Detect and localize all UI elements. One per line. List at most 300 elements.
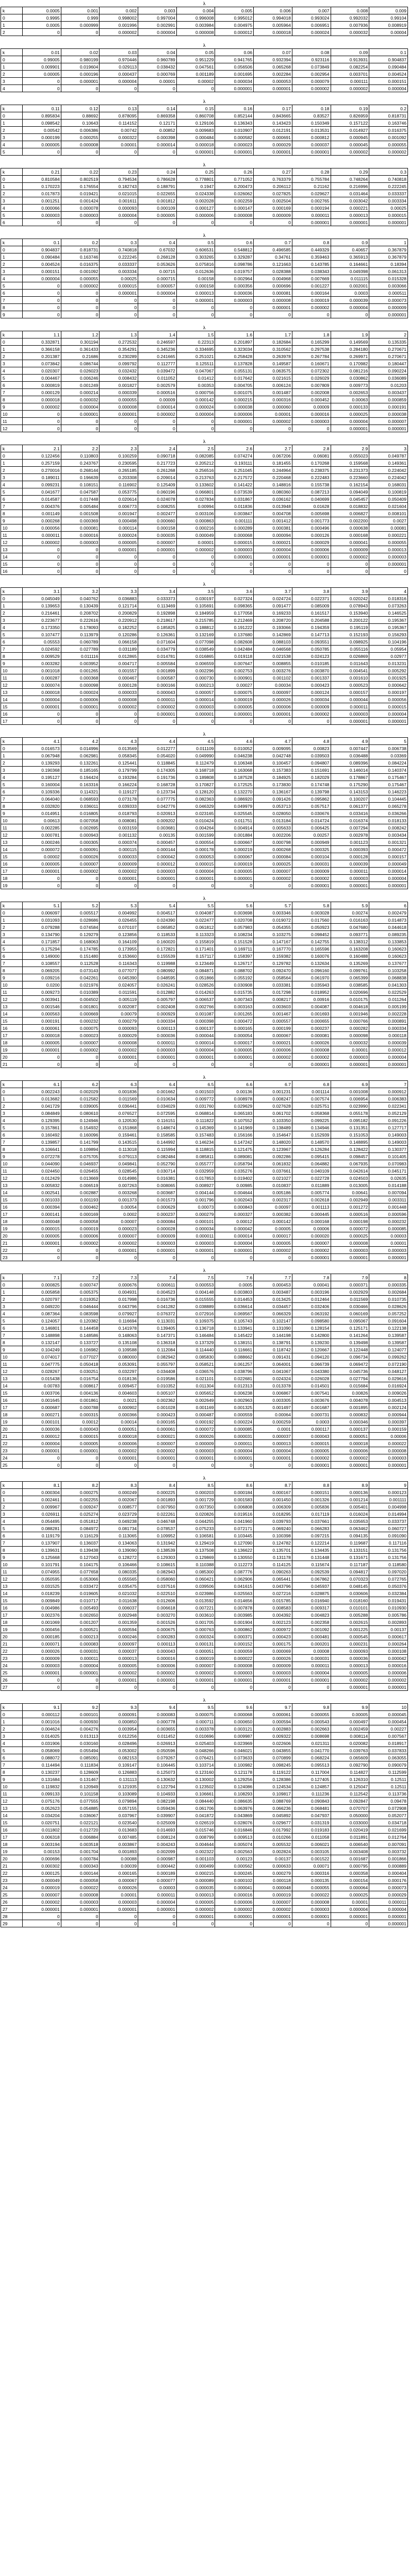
probability-cell: 0.000159	[369, 1426, 408, 1433]
probability-cell: 0.000009	[254, 1662, 292, 1669]
probability-cell: 0.0002	[100, 1211, 138, 1218]
probability-cell: 0.000004	[369, 875, 408, 882]
k-value-cell: 19	[1, 1046, 23, 1054]
probability-cell: 0	[176, 418, 215, 425]
probability-cell: 0.748264	[331, 176, 369, 183]
lambda-header-cell: 0.14	[138, 105, 177, 112]
probability-cell: 0.00641	[331, 1189, 369, 1196]
probability-cell: 0.0003	[331, 290, 369, 297]
probability-cell: 0.00005	[254, 1225, 292, 1232]
probability-cell: 0	[100, 710, 138, 718]
lambda-label: λ	[203, 233, 206, 238]
lambda-header-cell: 9.2	[61, 1704, 100, 1711]
probability-cell: 0.002099	[138, 1848, 177, 1855]
probability-cell: 0.087213	[292, 488, 331, 496]
probability-cell: 0.081216	[331, 367, 369, 375]
probability-cell: 0.000071	[23, 1640, 61, 1648]
k-value-cell: 1	[1, 1289, 23, 1296]
lambda-header-cell: 1.1	[23, 331, 61, 338]
probability-cell: 0.000582	[215, 134, 254, 141]
table-row	[1, 1747, 408, 1754]
probability-cell: 0.054885	[61, 1805, 100, 1812]
probability-cell: 0.001827	[100, 382, 138, 389]
probability-cell: 0.175467	[369, 781, 408, 788]
probability-cell: 0.085830	[176, 1353, 215, 1361]
probability-cell: 0.000151	[292, 1489, 331, 1496]
table-row	[1, 382, 408, 389]
probability-cell: 0.002123	[254, 1619, 292, 1626]
probability-cell: 0.023986	[176, 1590, 215, 1597]
probability-cell: 0	[23, 561, 61, 568]
poisson-table	[1, 7, 408, 36]
probability-cell: 0.00005	[23, 71, 61, 78]
probability-cell: 0.011058	[292, 1834, 331, 1841]
probability-cell: 0.12511	[369, 1776, 408, 1783]
probability-cell: 0.000001	[331, 1462, 369, 1469]
k-value-cell: 3	[1, 767, 23, 774]
k-value-cell: 8	[1, 510, 23, 517]
probability-cell: 0.024724	[254, 595, 292, 602]
probability-cell: 0	[61, 1684, 100, 1691]
probability-cell: 0.000025	[331, 1891, 369, 1899]
probability-cell: 0.149003	[369, 1131, 408, 1139]
probability-cell: 0.108234	[215, 931, 254, 938]
probability-cell: 0.000158	[176, 282, 215, 290]
probability-cell: 0.068814	[176, 1110, 215, 1117]
table-row	[1, 1855, 408, 1862]
probability-cell: 0.002963	[215, 1397, 254, 1404]
probability-cell: 0	[215, 304, 254, 311]
probability-cell: 0.000037	[100, 1648, 138, 1655]
k-value-cell: 1	[1, 346, 23, 353]
probability-cell: 0.181455	[254, 460, 292, 467]
probability-cell: 0.010352	[138, 1382, 177, 1389]
k-value-cell: 13	[1, 1182, 23, 1189]
probability-cell: 0.000018	[331, 1440, 369, 1447]
probability-cell: 0.034718	[369, 1819, 408, 1826]
probability-cell: 0.000004	[176, 411, 215, 418]
probability-cell: 0.000025	[331, 1232, 369, 1240]
probability-cell: 0.826959	[331, 112, 369, 120]
table-block	[1, 1268, 408, 1468]
table-row	[1, 1626, 408, 1633]
table-block	[1, 1075, 408, 1261]
table-row	[1, 1196, 408, 1204]
probability-cell: 0.006309	[254, 1503, 292, 1511]
probability-cell: 0.000003	[331, 710, 369, 718]
probability-cell: 0	[138, 85, 177, 92]
probability-cell: 0.000002	[138, 1669, 177, 1676]
table-row	[1, 1240, 408, 1247]
probability-cell: 0.063575	[254, 367, 292, 375]
probability-cell: 0.112542	[331, 1790, 369, 1798]
table-row	[1, 1296, 408, 1303]
table-row	[1, 1289, 408, 1296]
probability-cell: 0.036614	[215, 1303, 254, 1310]
table-row	[1, 246, 408, 253]
k-value-cell: 5	[1, 282, 23, 290]
probability-cell: 0.003698	[215, 909, 254, 917]
probability-cell: 0.009901	[23, 63, 61, 71]
lambda-header-cell: 0.06	[215, 49, 254, 56]
probability-cell: 0.000638	[331, 524, 369, 532]
probability-cell: 0.000093	[100, 1025, 138, 1032]
probability-cell: 0.048145	[331, 1583, 369, 1590]
probability-cell: 0	[61, 1054, 100, 1061]
table-row	[1, 396, 408, 403]
probability-cell: 0.075705	[61, 1153, 100, 1160]
probability-cell: 0.000019	[254, 1891, 292, 1899]
probability-cell: 0.000015	[292, 1440, 331, 1447]
probability-cell: 0.011643	[331, 660, 369, 667]
table-row	[1, 1332, 408, 1339]
probability-cell: 0.003518	[61, 1841, 100, 1848]
probability-cell: 0.329287	[215, 253, 254, 261]
probability-cell: 0.000003	[215, 546, 254, 553]
probability-cell: 0.164109	[100, 938, 138, 945]
probability-cell: 0.9995	[23, 14, 61, 22]
probability-cell: 0.009849	[23, 1597, 61, 1604]
header-row	[1, 1704, 408, 1711]
table-row	[1, 703, 408, 710]
probability-cell: 0.00088	[100, 1855, 138, 1862]
probability-cell: 0.127090	[215, 1539, 254, 1547]
probability-cell: 0.029629	[215, 1103, 254, 1110]
probability-cell: 0.000003	[292, 1906, 331, 1913]
probability-cell: 0.000142	[254, 1218, 292, 1225]
probability-cell: 0.00001	[331, 1899, 369, 1906]
probability-cell: 0.001016	[23, 1718, 61, 1725]
probability-cell: 0.016754	[61, 1375, 100, 1382]
probability-cell: 0.000061	[138, 1426, 177, 1433]
table-row	[1, 602, 408, 609]
probability-cell: 0.002765	[292, 197, 331, 205]
probability-cell: 0.138791	[254, 1339, 292, 1346]
lambda-header-cell: 3.9	[331, 588, 369, 595]
k-value-cell: 5	[1, 212, 23, 219]
probability-cell: 0.121475	[215, 1146, 254, 1153]
probability-cell: 0.058060	[138, 1575, 177, 1583]
probability-cell: 0.208702	[61, 609, 100, 617]
probability-cell: 0.001337	[292, 674, 331, 682]
table-row	[1, 660, 408, 667]
table-row	[1, 261, 408, 268]
probability-cell: 0.205212	[176, 460, 215, 467]
probability-cell: 0.000002	[100, 868, 138, 875]
poisson-table	[1, 737, 408, 889]
probability-cell: 0.137329	[176, 1339, 215, 1346]
probability-cell: 0.002695	[61, 824, 100, 832]
probability-cell: 0.036067	[61, 1812, 100, 1819]
probability-cell: 0.000016	[61, 532, 100, 539]
probability-cell: 0.334695	[176, 346, 215, 353]
table-row	[1, 1754, 408, 1761]
lambda-label: λ	[203, 162, 206, 167]
probability-cell: 0	[176, 1920, 215, 1927]
probability-cell: 0.000008	[100, 403, 138, 411]
probability-cell: 0.018316	[369, 595, 408, 602]
probability-cell: 0.088769	[254, 1798, 292, 1805]
probability-cell: 0.006021	[292, 1841, 331, 1848]
probability-cell: 0.000215	[215, 396, 254, 403]
probability-cell: 0.000011	[292, 1662, 331, 1669]
probability-cell: 0.003701	[331, 71, 369, 78]
probability-cell: 0.160076	[292, 953, 331, 960]
probability-cell: 0.013425	[254, 1296, 292, 1303]
probability-cell: 0.000058	[61, 1877, 100, 1884]
lambda-header-cell: 5.2	[61, 902, 100, 909]
probability-cell: 0.063976	[215, 1805, 254, 1812]
probability-cell: 0.201387	[23, 353, 61, 360]
probability-cell: 0.000011	[61, 1655, 100, 1662]
probability-cell: 0.076421	[176, 1754, 215, 1761]
probability-cell: 0.001729	[176, 1496, 215, 1503]
probability-cell: 0.106982	[61, 1346, 100, 1353]
probability-cell: 0.00073	[176, 1204, 215, 1211]
probability-cell: 0.007950	[138, 1503, 177, 1511]
lambda-label: λ	[203, 1476, 206, 1481]
poisson-table	[1, 331, 408, 432]
probability-cell: 0.000001	[176, 710, 215, 718]
k-value-cell: 15	[1, 561, 23, 568]
probability-cell: 0.146801	[23, 1325, 61, 1332]
k-value-cell: 9	[1, 1346, 23, 1353]
probability-cell: 0.020419	[331, 1826, 369, 1834]
probability-cell: 0.041282	[138, 1303, 177, 1310]
k-value-cell: 12	[1, 1575, 23, 1583]
probability-cell: 0.003282	[23, 660, 61, 667]
probability-cell: 0.000001	[369, 1684, 408, 1691]
lambda-header-cell: 1.5	[176, 331, 215, 338]
probability-cell: 0.000068	[215, 1711, 254, 1718]
probability-cell: 0.00001	[100, 141, 138, 148]
k-value-cell: 21	[1, 1061, 23, 1068]
probability-cell: 0	[138, 718, 177, 725]
probability-cell: 0	[215, 718, 254, 725]
table-row	[1, 1346, 408, 1353]
probability-cell: 0.000133	[331, 403, 369, 411]
table-row	[1, 817, 408, 824]
table-row	[1, 346, 408, 353]
probability-cell: 0.055797	[138, 1361, 177, 1368]
probability-cell: 0	[254, 718, 292, 725]
probability-cell: 0	[23, 85, 61, 92]
probability-cell: 0.068224	[292, 1754, 331, 1761]
probability-cell: 0.000041	[215, 1884, 254, 1891]
probability-cell: 0.120286	[100, 631, 138, 638]
probability-cell: 0.222245	[369, 183, 408, 190]
probability-cell: 0.043796	[100, 1303, 138, 1310]
probability-cell: 0.000004	[176, 868, 215, 875]
probability-cell: 0.000109	[138, 205, 177, 212]
probability-cell: 0.000008	[61, 141, 100, 148]
probability-cell: 0.00008	[292, 1648, 331, 1655]
lambda-header-cell: 7.9	[331, 1274, 369, 1281]
probability-cell: 0.045736	[331, 1368, 369, 1375]
header-row	[1, 445, 408, 452]
probability-cell: 0.141978	[100, 1325, 138, 1332]
probability-cell: 0.001861	[61, 1397, 100, 1404]
probability-cell: 0.000015	[369, 703, 408, 710]
probability-cell: 0.000452	[292, 396, 331, 403]
table-row	[1, 1018, 408, 1025]
probability-cell: 0.000676	[100, 1281, 138, 1289]
probability-cell: 0.030197	[176, 595, 215, 602]
probability-cell: 0.000001	[331, 882, 369, 889]
k-value-cell: 14	[1, 1010, 23, 1018]
k-value-cell: 9	[1, 1776, 23, 1783]
k-value-cell: 1	[1, 752, 23, 759]
table-row	[1, 532, 408, 539]
probability-cell: 0.029616	[369, 1375, 408, 1382]
probability-cell: 0.000013	[176, 1891, 215, 1899]
table-row	[1, 1496, 408, 1503]
k-header: k	[1, 1482, 23, 1489]
probability-cell: 0.139587	[369, 1339, 408, 1346]
probability-cell: 0.904837	[369, 56, 408, 63]
probability-cell: 0.112084	[138, 1346, 177, 1353]
probability-cell: 0.177058	[215, 609, 254, 617]
probability-cell: 0.004148	[176, 1289, 215, 1296]
k-value-cell: 6	[1, 496, 23, 503]
probability-cell: 0.000023	[61, 1032, 100, 1039]
table-row	[1, 148, 408, 156]
probability-cell: 0.000142	[176, 396, 215, 403]
probability-cell: 0.022261	[138, 1511, 177, 1518]
probability-cell: 0.010930	[369, 1604, 408, 1612]
probability-cell: 0.014453	[215, 1296, 254, 1303]
k-value-cell: 5	[1, 1747, 23, 1754]
probability-cell: 0.172525	[215, 781, 254, 788]
table-row	[1, 1899, 408, 1906]
lambda-header-cell: 1.7	[254, 331, 292, 338]
k-value-cell: 6	[1, 1131, 23, 1139]
lambda-header-cell: 7.3	[100, 1274, 138, 1281]
k-value-cell: 3	[1, 1733, 23, 1740]
probability-cell: 0.014873	[369, 917, 408, 924]
k-value-cell: 3	[1, 1110, 23, 1117]
probability-cell: 0	[61, 1676, 100, 1684]
table-row	[1, 85, 408, 92]
probability-cell: 0.106466	[100, 1561, 138, 1568]
probability-cell: 0	[215, 219, 254, 226]
table-row	[1, 1232, 408, 1240]
probability-cell: 0.112479	[176, 759, 215, 767]
probability-cell: 0.022371	[292, 595, 331, 602]
probability-cell: 0.000016	[215, 1891, 254, 1899]
k-value-cell: 4	[1, 1310, 23, 1317]
table-row	[1, 853, 408, 860]
probability-cell: 0.786628	[138, 176, 177, 183]
probability-cell: 0.000943	[61, 832, 100, 839]
probability-cell: 0.000007	[61, 860, 100, 868]
probability-cell: 0.00054	[100, 1204, 138, 1211]
probability-cell: 0.000232	[61, 1018, 100, 1025]
k-value-cell: 10	[1, 817, 23, 824]
lambda-header-cell: 0.07	[254, 49, 292, 56]
probability-cell: 0.258428	[215, 353, 254, 360]
probability-cell: 0.000094	[254, 532, 292, 539]
probability-cell: 0.139587	[369, 1332, 408, 1339]
probability-cell: 0.004078	[331, 1397, 369, 1404]
table-row	[1, 689, 408, 696]
probability-cell: 0.000268	[23, 517, 61, 524]
probability-cell: 0.267784	[292, 353, 331, 360]
probability-cell: 0.098925	[331, 638, 369, 646]
lambda-label: λ	[203, 1, 206, 6]
probability-cell: 0.000013	[176, 290, 215, 297]
probability-cell: 0.000015	[23, 1225, 61, 1232]
probability-cell: 0.003954	[100, 1725, 138, 1733]
k-value-cell: 10	[1, 1561, 23, 1568]
probability-cell: 0.125047	[331, 1783, 369, 1790]
probability-cell: 0.000141	[23, 1211, 61, 1218]
probability-cell: 0.000022	[61, 1884, 100, 1891]
probability-cell: 0.079927	[100, 1310, 138, 1317]
probability-cell: 0.000001	[23, 1669, 61, 1676]
table-row	[1, 1489, 408, 1496]
probability-cell: 0.124086	[215, 1783, 254, 1790]
probability-cell: 0.000033	[100, 853, 138, 860]
probability-cell: 0	[23, 282, 61, 290]
probability-cell: 0.092539	[292, 1568, 331, 1575]
probability-cell: 0.000135	[292, 1877, 331, 1884]
probability-cell: 0.000249	[100, 1489, 138, 1496]
probability-cell: 0.000115	[100, 846, 138, 853]
probability-cell: 0.000084	[254, 853, 292, 860]
probability-cell: 0.852144	[215, 112, 254, 120]
table-row	[1, 1361, 408, 1368]
k-value-cell: 13	[1, 1583, 23, 1590]
probability-cell: 0	[61, 875, 100, 882]
probability-cell: 0.000055	[61, 275, 100, 282]
probability-cell: 0.000079	[292, 78, 331, 85]
probability-cell: 0.000011	[331, 868, 369, 875]
table-row	[1, 1561, 408, 1568]
probability-cell: 0.004823	[292, 1612, 331, 1619]
probability-cell: 0.203308	[100, 474, 138, 481]
probability-cell: 0.050409	[369, 496, 408, 503]
probability-cell: 0.099231	[23, 481, 61, 488]
k-header: k	[1, 168, 23, 176]
probability-cell: 0	[176, 1684, 215, 1691]
probability-cell: 0.152193	[331, 631, 369, 638]
k-value-cell: 25	[1, 1891, 23, 1899]
probability-cell: 0.000008	[100, 1039, 138, 1046]
probability-cell: 0.997004	[138, 14, 177, 22]
table-row	[1, 411, 408, 418]
probability-cell: 0.000011	[138, 1891, 177, 1899]
lambda-header-cell: 8	[369, 1274, 408, 1281]
probability-cell: 0.256516	[176, 467, 215, 474]
probability-cell: 0.026455	[100, 917, 138, 924]
probability-cell: 0.143423	[254, 120, 292, 127]
k-value-cell: 3	[1, 134, 23, 141]
table-block	[1, 896, 408, 1067]
probability-cell: 0.000003	[176, 703, 215, 710]
probability-cell: 0.143785	[292, 261, 331, 268]
probability-cell: 0.000287	[23, 674, 61, 682]
probability-cell: 0.000049	[176, 532, 215, 539]
table-row	[1, 1819, 408, 1826]
probability-cell: 0.000058	[61, 1218, 100, 1225]
probability-cell: 0.032432	[100, 367, 138, 375]
probability-cell: 0.000484	[176, 134, 215, 141]
probability-cell: 0.000118	[369, 1032, 408, 1039]
probability-cell: 0.005292	[369, 667, 408, 674]
k-value-cell: 1	[1, 460, 23, 467]
probability-cell: 0.000019	[292, 297, 331, 304]
